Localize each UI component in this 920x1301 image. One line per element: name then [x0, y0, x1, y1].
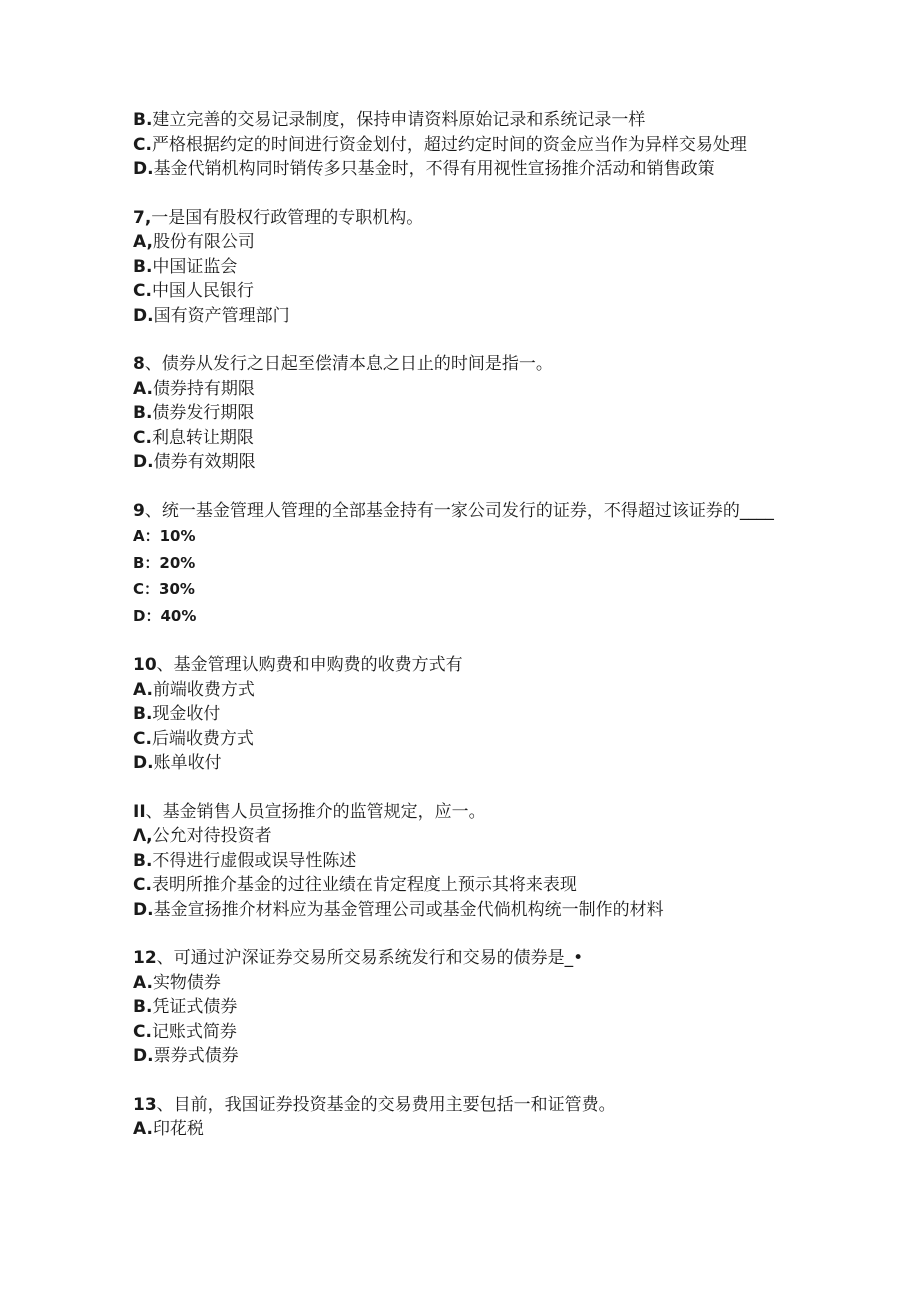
- question-11: [133, 800, 793, 923]
- question-13: [133, 1093, 793, 1142]
- option-a: A,股份有限公司: [133, 232, 255, 252]
- option-a: A.前端收费方式: [133, 679, 255, 700]
- question-stem: 12、可通过沪深证券交易所交易系统发行和交易的债券是_•: [133, 948, 584, 968]
- option-d: D.票券式债券: [133, 1046, 239, 1066]
- document-page: [133, 108, 793, 1142]
- option-b: B.中国证监会: [133, 256, 238, 277]
- option-d: D.债券有效期限: [133, 452, 256, 472]
- option-b: B：20%: [133, 553, 196, 572]
- option-a: A.实物债券: [133, 972, 221, 993]
- option-a: A：10%: [133, 527, 196, 545]
- option-c: C.利息转让期限: [133, 427, 254, 448]
- option-d: D：40%: [133, 606, 197, 625]
- option-c: C.记账式简券: [133, 1021, 237, 1042]
- carryover-options: [133, 108, 793, 182]
- option-b: B.建立完善的交易记录制度，保持申请资料原始记录和系统记录一样: [133, 110, 646, 130]
- option-a: Λ,公允对待投资者: [133, 826, 272, 846]
- option-d: D.基金宣扬推介材料应为基金管理公司或基金代倘机构统一制作的材料: [133, 899, 664, 920]
- option-d: D.基金代销机构同时销传多只基金时，不得有用视性宣扬推介活动和销售政策: [133, 159, 715, 179]
- question-stem: 10、基金管理认购费和申购费的收费方式有: [133, 655, 463, 675]
- option-c: C：30%: [133, 580, 195, 598]
- option-b: B.不得进行虚假或误导性陈述: [133, 850, 357, 871]
- option-b: B.现金收付: [133, 704, 221, 724]
- question-stem: 13、目前，我国证券投资基金的交易费用主要包括一和证管费。: [133, 1094, 616, 1115]
- option-a: A.印花税: [133, 1119, 204, 1139]
- option-d: D.国有资产管理部门: [133, 305, 290, 326]
- option-c: C.后端收费方式: [133, 728, 254, 749]
- question-stem: II、基金销售人员宣扬推介的监管规定，应一。: [133, 801, 486, 822]
- question-9: [133, 499, 793, 630]
- question-8: [133, 352, 793, 475]
- option-d: D.账单收付: [133, 753, 222, 773]
- option-a: A.债券持有期限: [133, 378, 255, 399]
- question-10: [133, 653, 793, 776]
- question-stem: 7,一是国有股权行政管理的专职机构。: [133, 207, 424, 228]
- option-b: B.凭证式债券: [133, 997, 238, 1017]
- question-stem: 8、债券从发行之日起至偿清本息之日止的时间是指一。: [133, 354, 553, 374]
- question-stem: 9、统一基金管理人管理的全部基金持有一家公司发行的证券，不得超过该证券的____: [133, 500, 774, 521]
- option-b: B.债券发行期限: [133, 403, 255, 423]
- option-c: C.表明所推介基金的过往业绩在肯定程度上预示其将来表现: [133, 875, 577, 895]
- question-12: [133, 946, 793, 1069]
- option-c: C.中国人民银行: [133, 281, 254, 301]
- option-c: C.严格根据约定的时间进行资金划付，超过约定时间的资金应当作为异样交易处理: [133, 134, 747, 155]
- question-7: [133, 206, 793, 329]
